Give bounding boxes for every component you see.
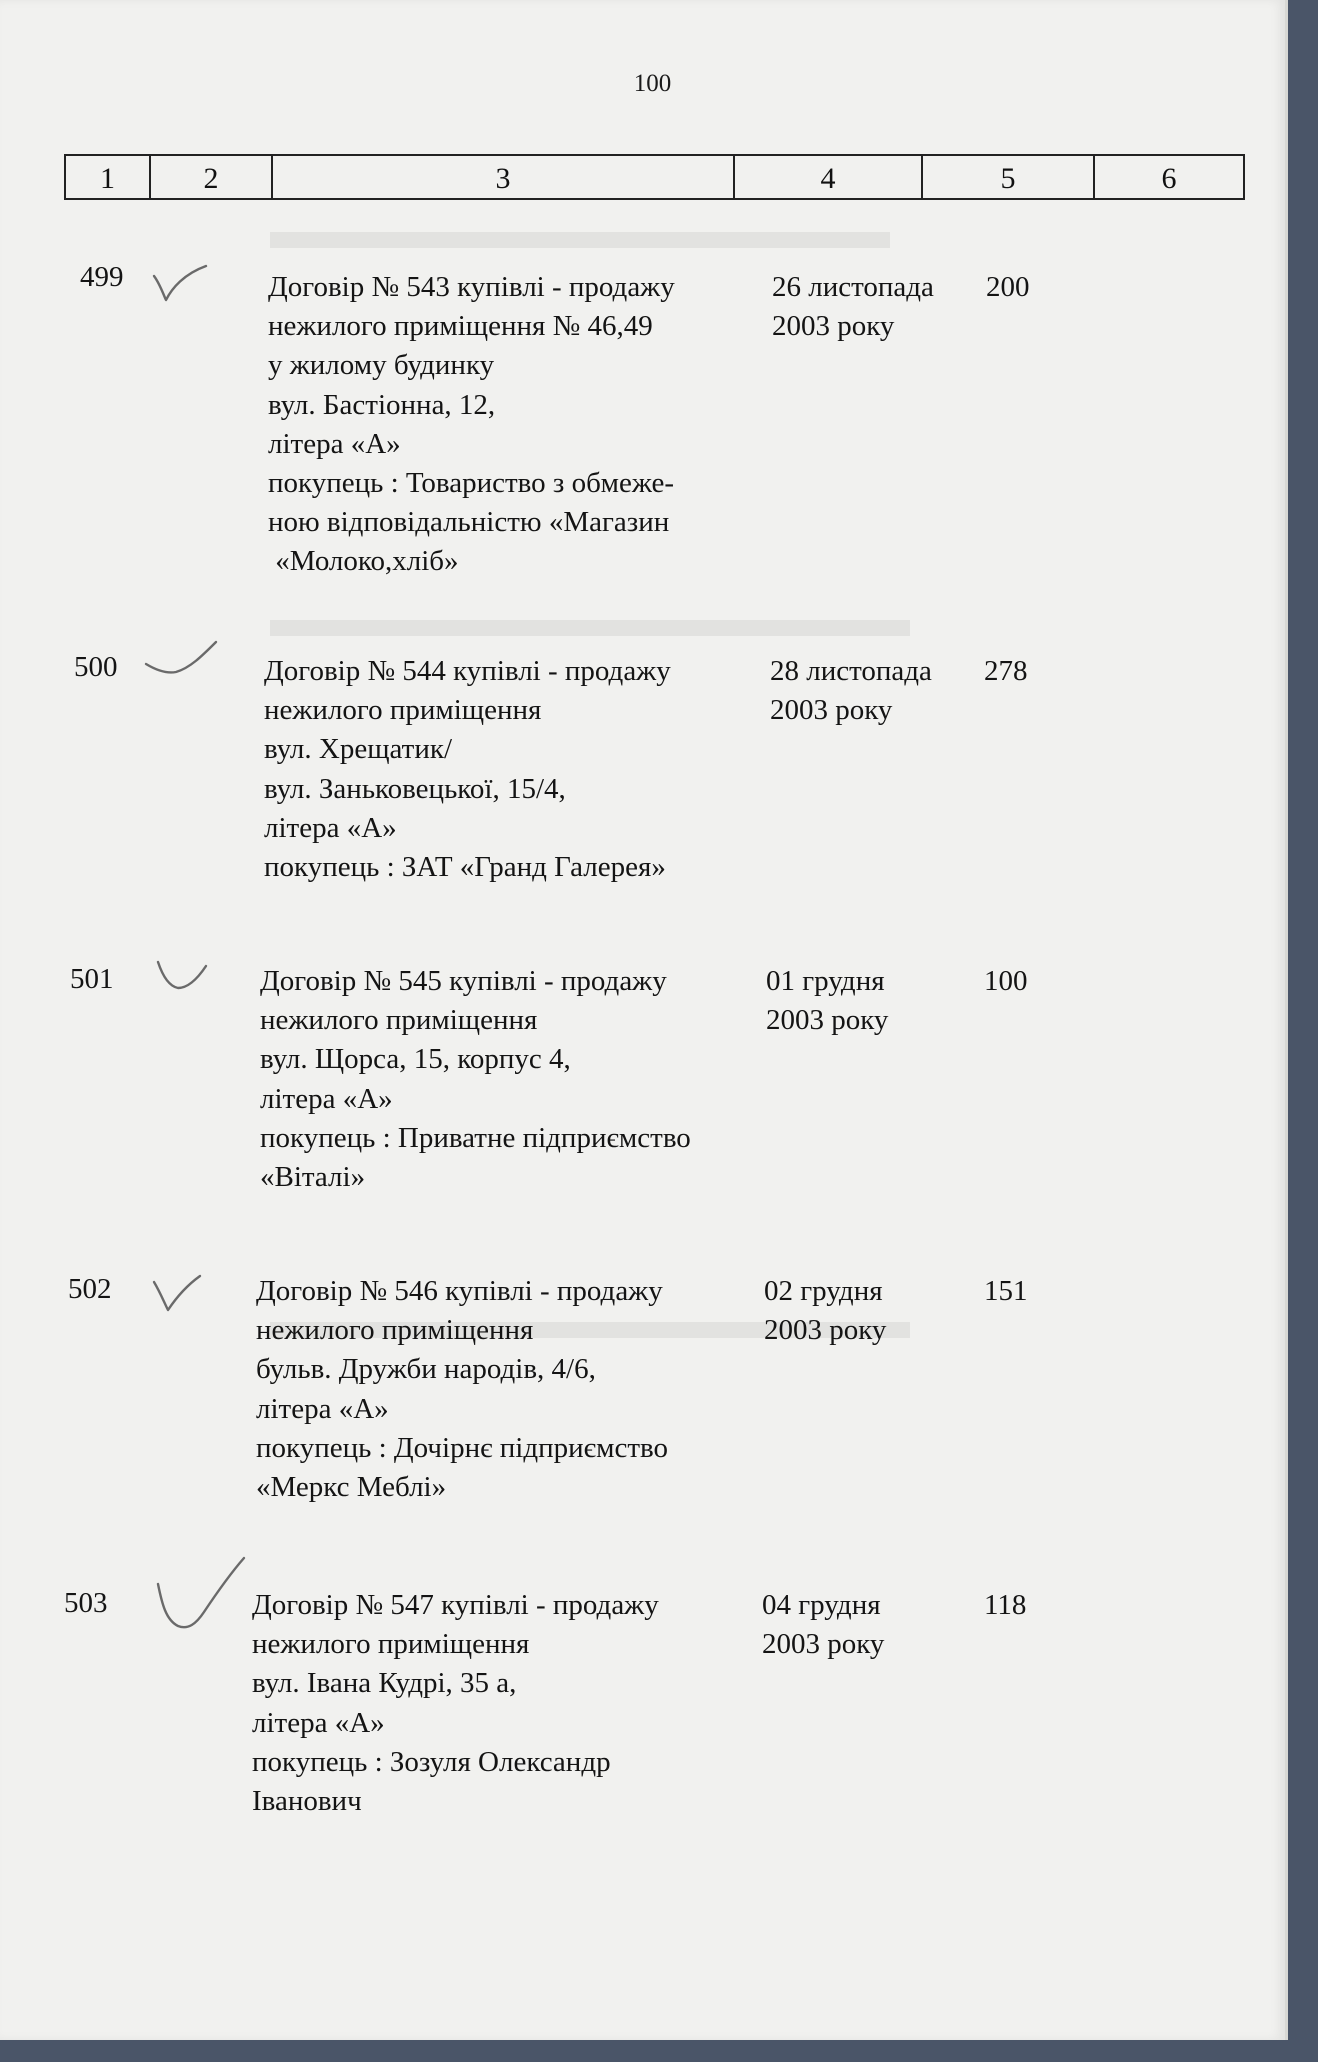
doc-line: покупець : Приватне підприємство [260, 1121, 691, 1154]
date-line: 02 грудня [764, 1275, 883, 1307]
entry-date [766, 962, 966, 1040]
column-header-1: 1 [65, 155, 150, 199]
document-description [268, 268, 768, 582]
date-line: 2003 року [764, 1314, 887, 1347]
entry-number: 501 [70, 963, 114, 995]
doc-line: Іванович [252, 1785, 362, 1818]
checkmark-icon [142, 636, 220, 682]
column-header-2: 2 [150, 155, 272, 199]
entry-number: 502 [68, 1273, 112, 1305]
date-line: 28 листопада [770, 655, 932, 687]
doc-line: покупець : Зозуля Олександр [252, 1745, 611, 1778]
entry-date [762, 1586, 962, 1664]
entry-date [772, 268, 972, 346]
page-number: 100 [633, 70, 672, 97]
doc-line: вул. Щорса, 15, корпус 4, [260, 1043, 571, 1076]
doc-line: «Молоко,хліб» [268, 545, 459, 578]
doc-line: літера «А» [256, 1392, 389, 1425]
doc-line: покупець : Товариство з обмеже- [268, 467, 674, 500]
entry-number: 499 [80, 261, 124, 293]
doc-line: Договір № 543 купівлі - продажу [268, 271, 675, 303]
date-line: 26 листопада [772, 271, 934, 303]
column-header-4: 4 [734, 155, 922, 199]
doc-line: бульв. Дружби народів, 4/6, [256, 1353, 596, 1386]
date-line: 2003 року [770, 694, 893, 727]
doc-line: «Віталі» [260, 1161, 366, 1194]
entry-value: 118 [984, 1589, 1027, 1621]
date-line: 2003 року [772, 310, 895, 343]
doc-line: покупець : ЗАТ «Гранд Галерея» [264, 851, 666, 884]
doc-line: вул. Бастіонна, 12, [268, 388, 496, 421]
entry-value: 278 [984, 655, 1028, 687]
doc-line: нежилого приміщення [256, 1314, 534, 1347]
doc-line: Договір № 545 купівлі - продажу [260, 965, 667, 997]
checkmark-icon [154, 956, 210, 996]
column-header-table [64, 154, 1245, 200]
date-line: 04 грудня [762, 1589, 881, 1621]
entry-date [770, 652, 970, 730]
entry-date [764, 1272, 964, 1350]
doc-line: ною відповідальністю «Магазин [268, 506, 670, 539]
doc-line: нежилого приміщення [252, 1628, 530, 1661]
bleed-through-mark [270, 232, 890, 248]
date-line: 01 грудня [766, 965, 885, 997]
document-description [264, 652, 764, 887]
entry-value: 151 [984, 1275, 1028, 1307]
entry-value: 200 [986, 271, 1030, 303]
doc-line: вул. Хрещатик/ [264, 733, 453, 766]
doc-line: вул. Заньковецької, 15/4, [264, 772, 566, 805]
doc-line: Договір № 547 купівлі - продажу [252, 1589, 659, 1621]
column-header-6: 6 [1094, 155, 1244, 199]
doc-line: літера «А» [264, 811, 397, 844]
doc-line: нежилого приміщення [264, 694, 542, 727]
checkmark-icon [152, 1554, 248, 1638]
doc-line: літера «А» [260, 1082, 393, 1115]
doc-line: покупець : Дочірнє підприємство [256, 1431, 668, 1464]
document-description [260, 962, 760, 1197]
checkmark-icon [150, 262, 210, 310]
doc-line: «Меркс Меблі» [256, 1471, 447, 1504]
entry-number: 503 [64, 1587, 108, 1619]
date-line: 2003 року [762, 1628, 885, 1661]
document-description [256, 1272, 756, 1507]
document-description [252, 1586, 752, 1821]
date-line: 2003 року [766, 1004, 889, 1037]
column-header-5: 5 [922, 155, 1094, 199]
doc-line: Договір № 546 купівлі - продажу [256, 1275, 663, 1307]
entry-value: 100 [984, 965, 1028, 997]
checkmark-icon [150, 1272, 204, 1316]
column-header-3: 3 [272, 155, 734, 199]
entry-number: 500 [74, 651, 118, 683]
doc-line: нежилого приміщення [260, 1004, 538, 1037]
doc-line: нежилого приміщення № 46,49 [268, 310, 653, 343]
doc-line: літера «А» [268, 427, 401, 460]
doc-line: літера «А» [252, 1706, 385, 1739]
bleed-through-mark [270, 620, 910, 636]
doc-line: у жилому будинку [268, 349, 495, 382]
doc-line: Договір № 544 купівлі - продажу [264, 655, 671, 687]
doc-line: вул. Івана Кудрі, 35 а, [252, 1667, 517, 1700]
